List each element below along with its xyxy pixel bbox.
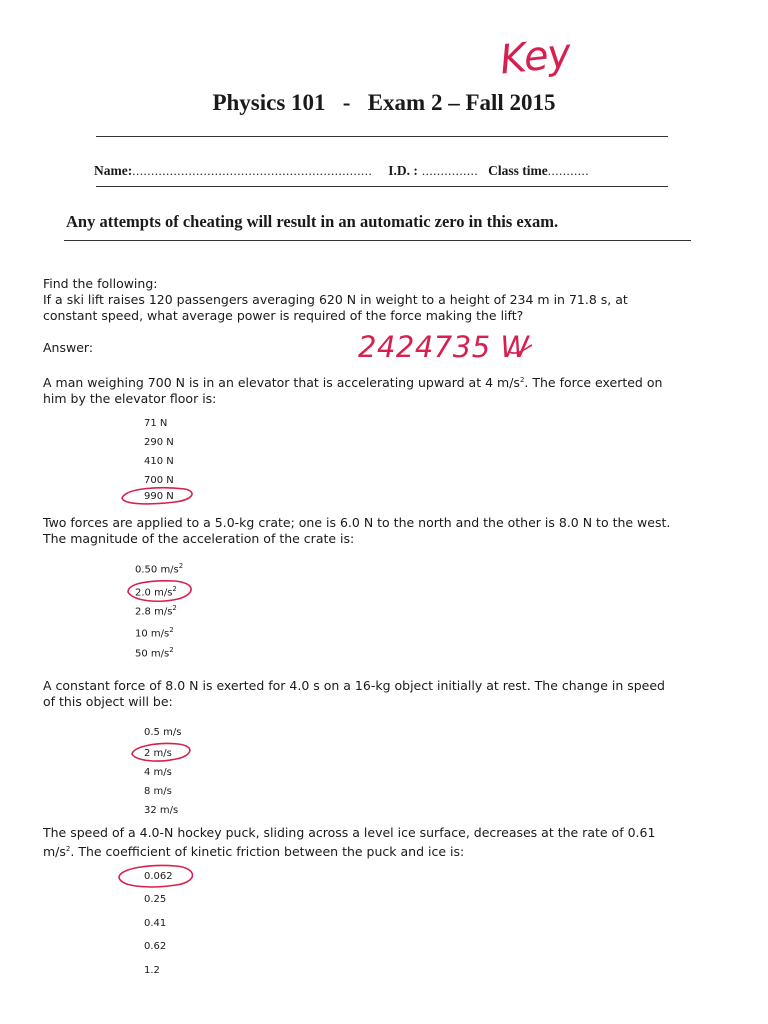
- answer-label: Answer:: [43, 340, 94, 355]
- answer-option[interactable]: 0.50 $m/s^2$: [135, 562, 184, 576]
- cheating-warning: Any attempts of cheating will result in an automatic zero in this exam.: [66, 212, 559, 231]
- answer-option[interactable]: 2.8 $m/s^2$: [135, 604, 177, 618]
- circle-mark: [122, 488, 192, 504]
- key-handwriting: Key: [497, 30, 573, 84]
- answer-option[interactable]: 32 m/s: [144, 805, 179, 816]
- circle-mark: [128, 581, 191, 601]
- answer-option[interactable]: 8 m/s: [144, 786, 172, 797]
- question-4-text-line: of this object will be:: [43, 694, 173, 709]
- question-5-text-line: The speed of a 4.0-N hockey puck, sliding across a level ice surface, decreases at the rate of 0.61: [43, 825, 656, 840]
- answer-option[interactable]: 0.5 m/s: [144, 727, 182, 738]
- question-4-text-line: A constant force of 8.0 N is exerted for 4.0 s on a 16-kg object initially at rest. The change in speed: [43, 678, 665, 693]
- answer-option[interactable]: 0.41: [144, 918, 167, 929]
- circle-mark: [119, 865, 193, 886]
- question-3-text-line: Two forces are applied to a 5.0-kg crate; one is 6.0 N to the north and the other is 8.0 N to the west.: [43, 515, 671, 530]
- superscript: 2: [65, 845, 71, 853]
- question-2-text-line: A man weighing 700 N is in an elevator that is accelerating upward at 4 $m/s^2$. The force exerted on: [43, 375, 663, 391]
- question-3-text-line: The magnitude of the acceleration of the crate is:: [43, 531, 355, 546]
- answer-option[interactable]: 4 m/s: [144, 767, 172, 778]
- answer-option[interactable]: 410 N: [144, 456, 174, 467]
- answer-option[interactable]: 290 N: [144, 437, 174, 448]
- question-1-intro: Find the following:: [43, 276, 158, 291]
- answer-option-selected[interactable]: 0.062: [144, 871, 173, 882]
- answer-option[interactable]: 50 $m/s^2$: [135, 646, 174, 660]
- exam-title: Physics 101 - Exam 2 – Fall 2015: [212, 90, 556, 115]
- id-label: I.D. :: [388, 163, 418, 178]
- id-field[interactable]: ...............: [421, 163, 479, 178]
- answer-option[interactable]: 700 N: [144, 475, 174, 486]
- question-1-text-line: constant speed, what average power is required of the force making the lift?: [43, 308, 524, 323]
- question-1-text-line: If a ski lift raises 120 passengers averaging 620 N in weight to a height of 234 m in 71.8 s, at: [43, 292, 628, 307]
- answer-option-selected[interactable]: 990 N: [144, 491, 174, 502]
- answer-option[interactable]: 0.62: [144, 941, 167, 952]
- answer-option[interactable]: 0.25: [144, 894, 167, 905]
- class-time-label: Class time: [488, 163, 548, 178]
- name-label: Name:: [94, 163, 133, 178]
- question-2-text-line: him by the elevator floor is:: [43, 391, 217, 407]
- class-time-field[interactable]: ...........: [547, 163, 589, 178]
- name-field[interactable]: ................................................................: [132, 163, 373, 178]
- circle-mark: [132, 743, 190, 761]
- underline-mark: [509, 345, 532, 353]
- question-5-text-line: $m/s^2$. The coefficient of kinetic friction between the puck and ice is:: [43, 844, 465, 860]
- answer-option[interactable]: 71 N: [144, 418, 168, 429]
- answer-option-selected[interactable]: 2 m/s: [144, 748, 172, 759]
- superscript: 2: [519, 376, 525, 384]
- answer-option[interactable]: 10 $m/s^2$: [135, 626, 174, 640]
- answer-handwriting: 2424735 W: [358, 330, 530, 364]
- answer-option-selected[interactable]: 2.0 $m/s^2$: [135, 585, 177, 599]
- answer-option[interactable]: 1.2: [144, 965, 160, 976]
